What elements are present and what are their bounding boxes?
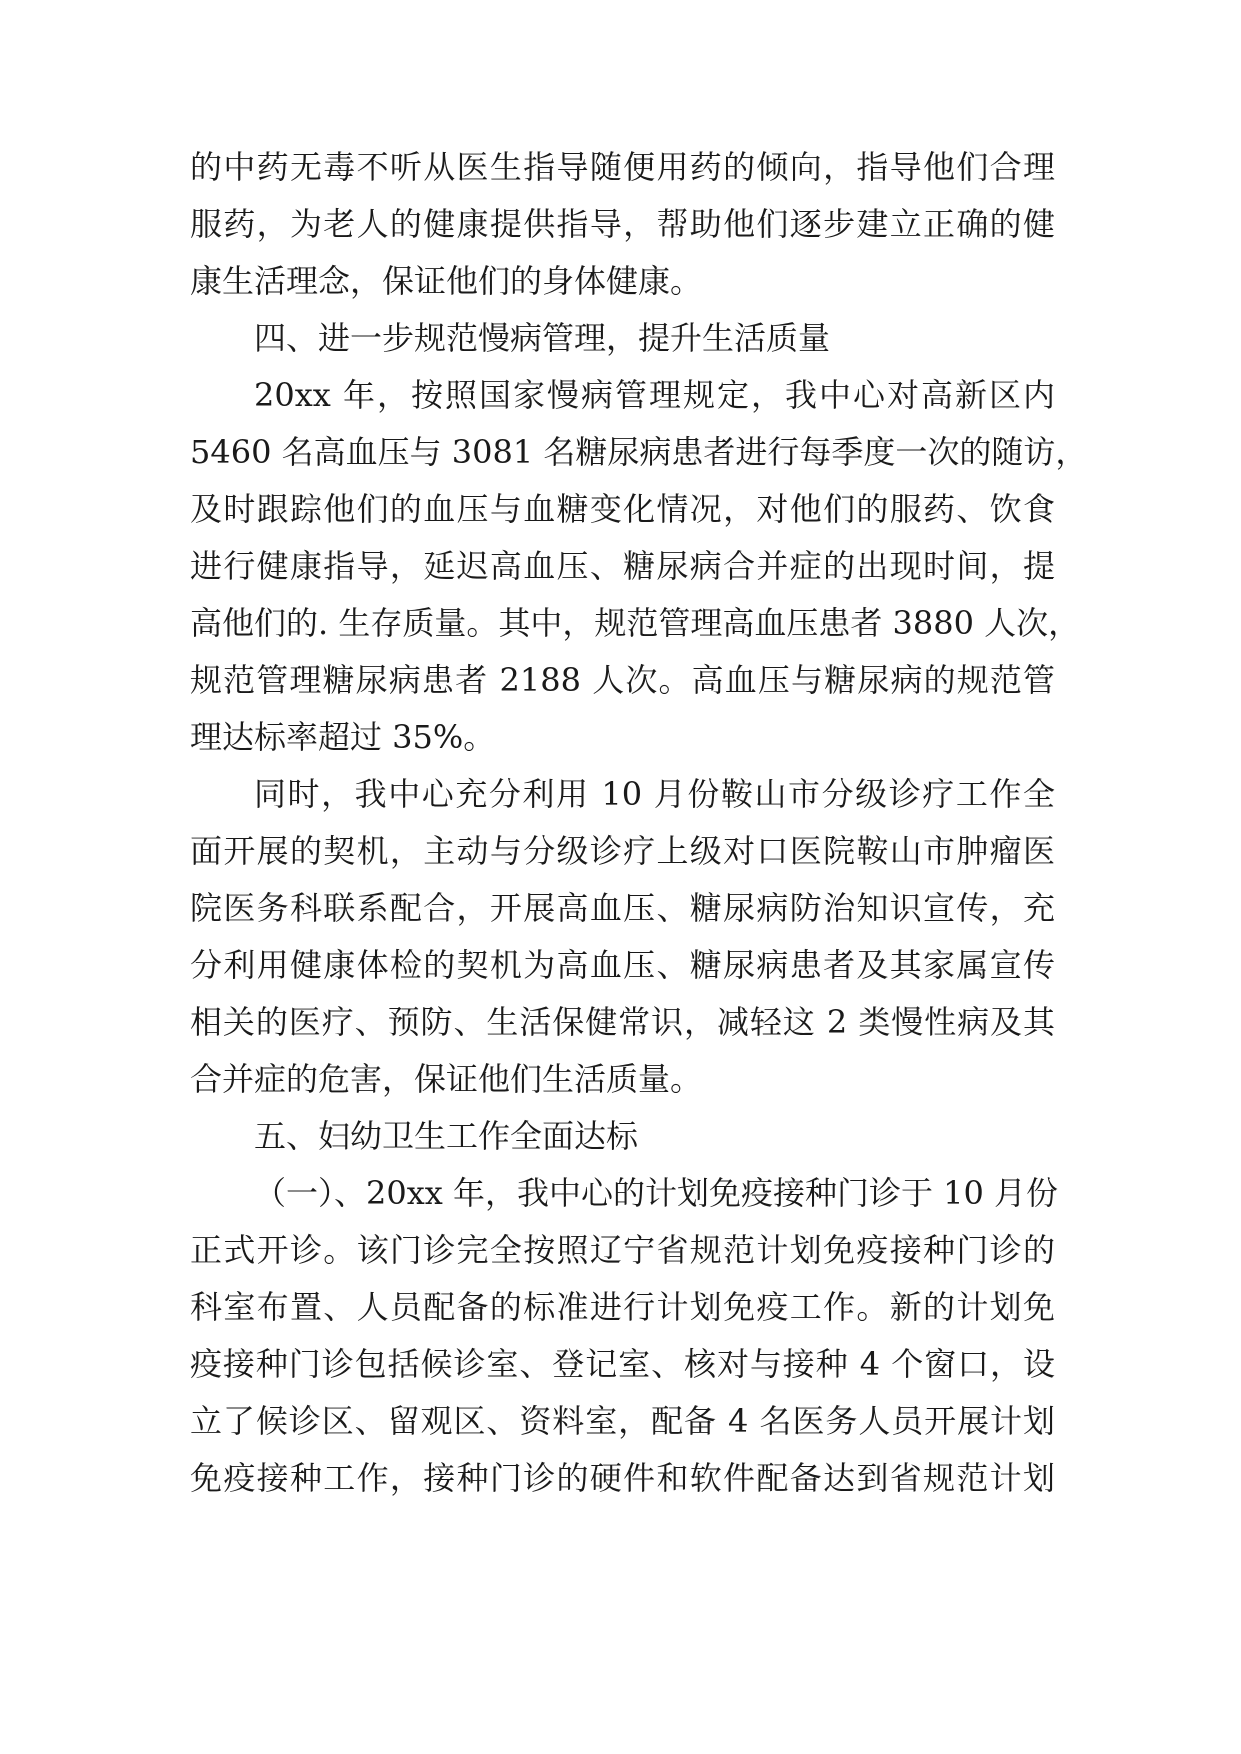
text-line: 服药，为老人的健康提供指导，帮助他们逐步建立正确的健 [190,205,1055,243]
text-line: 免疫接种工作，接种门诊的硬件和软件配备达到省规范计划 [190,1459,1055,1497]
text-line: 高他们的. 生存质量。其中，规范管理高血压患者 3880 人次， [190,604,1081,642]
text-line: （一）、20xx 年，我中心的计划免疫接种门诊于 10 月份 [254,1174,1059,1212]
text-line: 进行健康指导，延迟高血压、糖尿病合并症的出现时间，提 [190,547,1055,585]
section-heading: 四、进一步规范慢病管理，提升生活质量 [254,319,831,357]
text-line: 康生活理念，保证他们的身体健康。 [190,262,703,300]
text-line: 5460 名高血压与 3081 名糖尿病患者进行每季度一次的随访， [190,433,1088,471]
text-line: 相关的医疗、预防、生活保健常识，减轻这 2 类慢性病及其 [190,1003,1055,1041]
text-line: 理达标率超过 35%。 [190,718,496,756]
text-line: 面开展的契机，主动与分级诊疗上级对口医院鞍山市肿瘤医 [190,832,1055,870]
text-line: 规范管理糖尿病患者 2188 人次。高血压与糖尿病的规范管 [190,661,1055,699]
text-line: 疫接种门诊包括候诊室、登记室、核对与接种 4 个窗口，设 [190,1345,1055,1383]
text-line: 正式开诊。该门诊完全按照辽宁省规范计划免疫接种门诊的 [190,1231,1055,1269]
text-line: 的中药无毒不听从医生指导随便用药的倾向，指导他们合理 [190,148,1055,186]
text-line: 及时跟踪他们的血压与血糖变化情况，对他们的服药、饮食 [190,490,1055,528]
text-line: 20xx 年，按照国家慢病管理规定，我中心对高新区内 [254,376,1055,414]
text-line: 分利用健康体检的契机为高血压、糖尿病患者及其家属宣传 [190,946,1055,984]
text-line: 同时，我中心充分利用 10 月份鞍山市分级诊疗工作全 [254,775,1055,813]
text-line: 立了候诊区、留观区、资料室，配备 4 名医务人员开展计划 [190,1402,1055,1440]
text-line: 合并症的危害，保证他们生活质量。 [190,1060,703,1098]
section-heading: 五、妇幼卫生工作全面达标 [254,1117,639,1155]
text-line: 科室布置、人员配备的标准进行计划免疫工作。新的计划免 [190,1288,1055,1326]
text-line: 院医务科联系配合，开展高血压、糖尿病防治知识宣传，充 [190,889,1055,927]
